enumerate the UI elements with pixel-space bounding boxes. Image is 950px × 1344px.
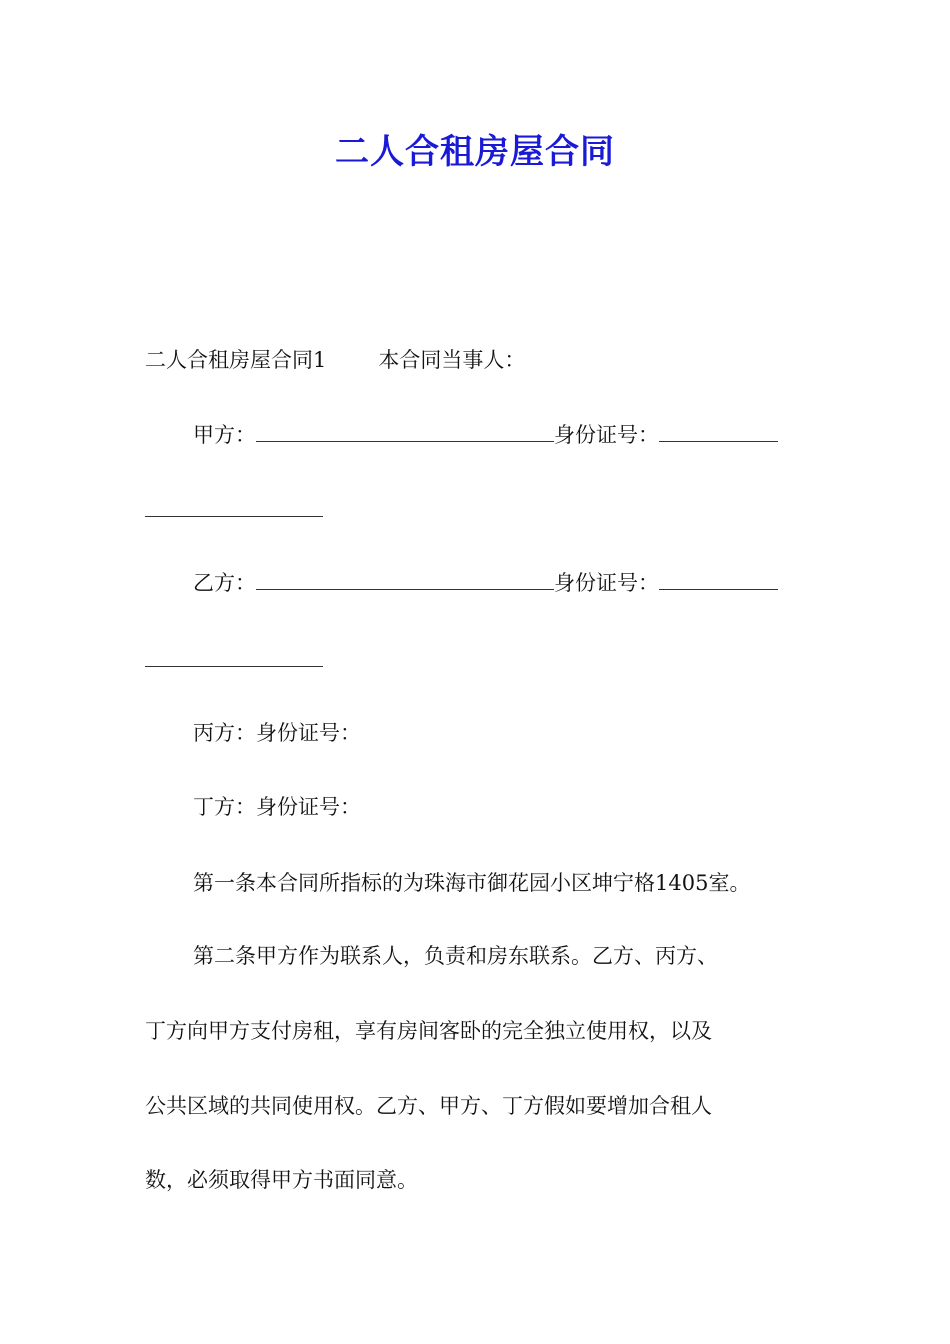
party-a-id-blank-continued[interactable] <box>145 516 323 517</box>
party-c-line: 丙方：身份证号： <box>193 721 361 745</box>
document-title: 二人合租房屋合同 <box>335 132 615 172</box>
party-b-id-blank[interactable] <box>659 571 778 590</box>
party-a-id-blank[interactable] <box>659 423 778 442</box>
article-2-line-3: 公共区域的共同使用权。乙方、甲方、丁方假如要增加合租人 <box>145 1094 712 1118</box>
article-2-line-2: 丁方向甲方支付房租，享有房间客卧的完全独立使用权，以及 <box>145 1019 712 1043</box>
party-d-line: 丁方：身份证号： <box>193 795 361 819</box>
party-b-line <box>193 568 863 598</box>
party-b-id-blank-continued[interactable] <box>145 666 323 667</box>
contract-heading: 二人合租房屋合同1 <box>145 348 327 372</box>
article-2-line-4: 数，必须取得甲方书面同意。 <box>145 1168 418 1192</box>
parties-label: 本合同当事人： <box>378 348 526 372</box>
party-b-id-label: 身份证号： <box>554 571 659 595</box>
party-b-label: 乙方： <box>193 571 256 595</box>
intro-line <box>145 345 815 375</box>
article-1: 第一条本合同所指标的为珠海市御花园小区坤宁格1405室。 <box>193 871 751 895</box>
article-2-line-1: 第二条甲方作为联系人，负责和房东联系。乙方、丙方、 <box>193 944 718 968</box>
party-a-id-label: 身份证号： <box>554 423 659 447</box>
party-b-name-blank[interactable] <box>256 571 554 590</box>
party-a-name-blank[interactable] <box>256 423 554 442</box>
party-a-label: 甲方： <box>193 423 256 447</box>
party-a-line <box>193 420 863 450</box>
